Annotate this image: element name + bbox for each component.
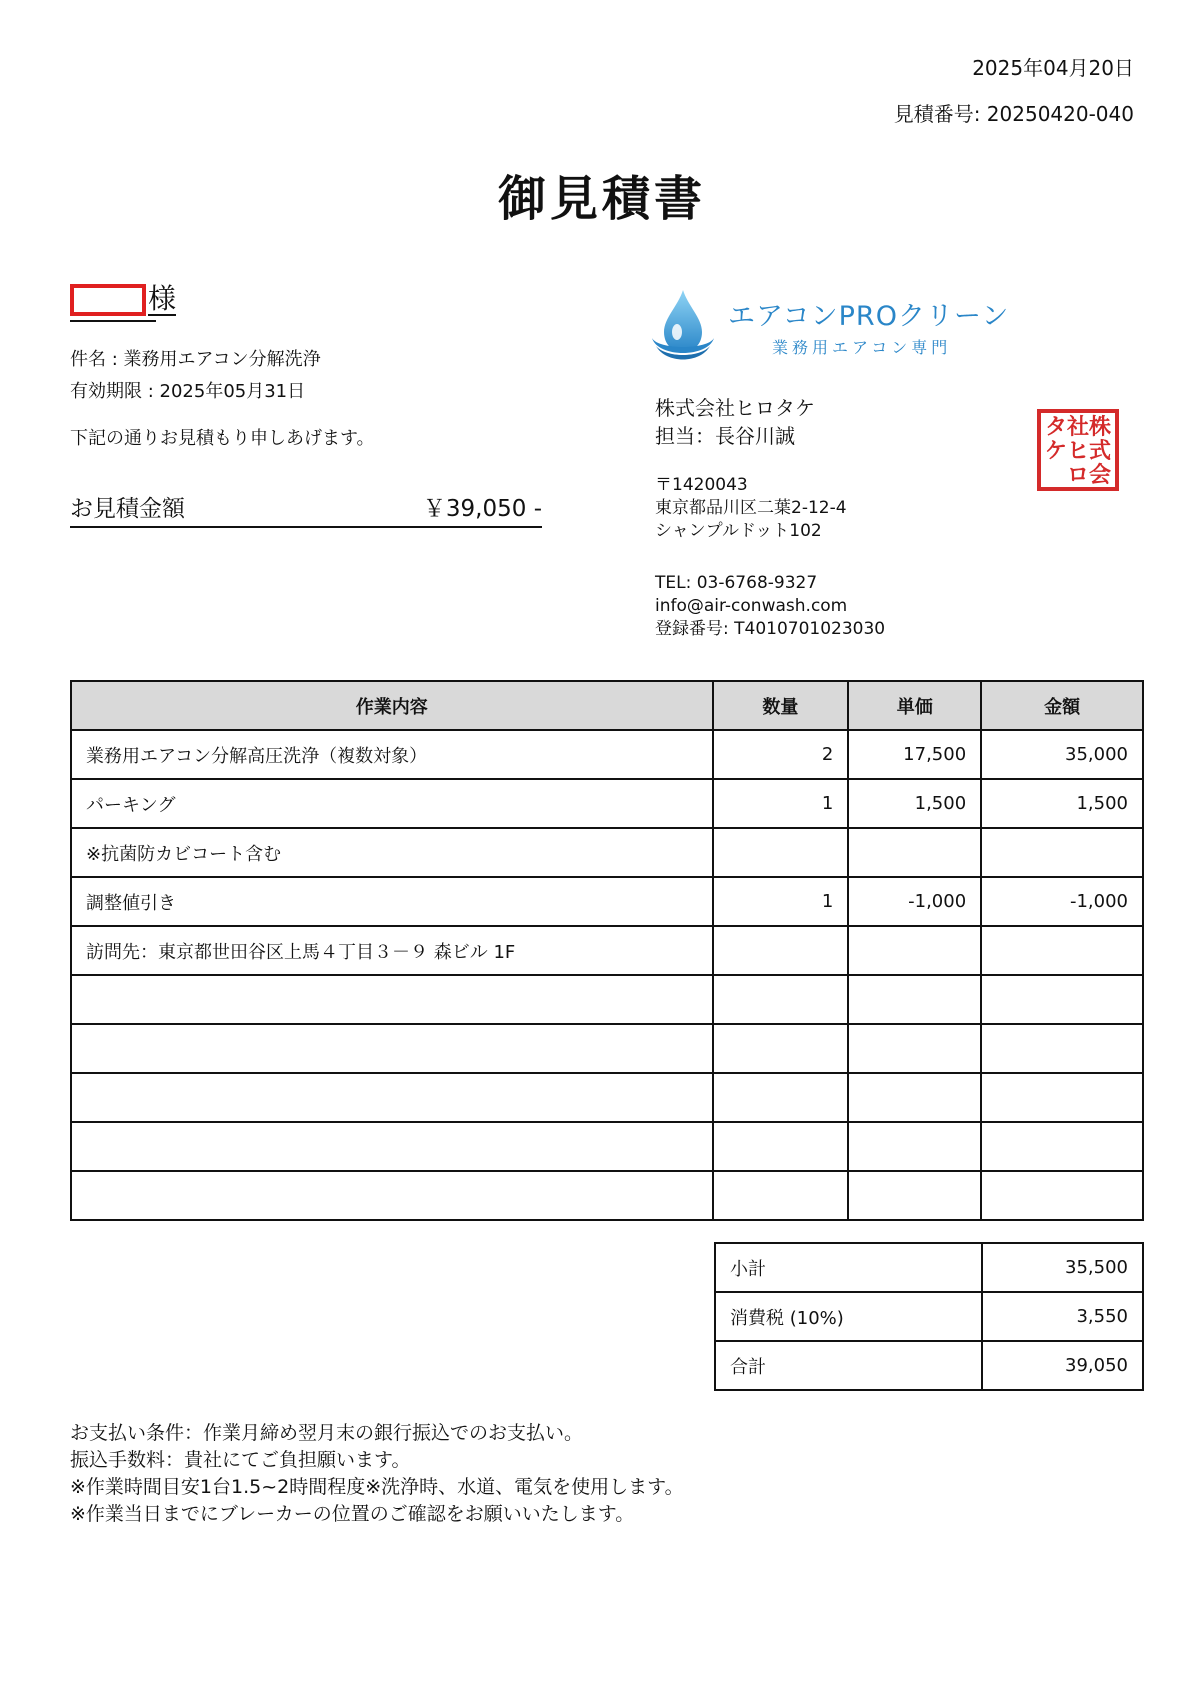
table-row bbox=[71, 1171, 1143, 1220]
company-block bbox=[655, 394, 815, 450]
seal-character: ケ bbox=[1044, 438, 1068, 464]
seal-character: 社 bbox=[1066, 414, 1090, 440]
table-row bbox=[71, 975, 1143, 1024]
table-row bbox=[71, 926, 1143, 975]
cell-amount: -1,000 bbox=[981, 877, 1143, 926]
total-row bbox=[715, 1341, 1143, 1390]
cell-unit-price bbox=[848, 1122, 981, 1171]
registration-number: 登録番号: T4010701023030 bbox=[655, 619, 886, 639]
seal-character: ロ bbox=[1066, 462, 1090, 488]
note-line: お支払い条件：作業月締め翌月末の銀行振込でのお支払い。 bbox=[70, 1422, 584, 1444]
cell-unit-price bbox=[848, 1073, 981, 1122]
cell-amount bbox=[981, 828, 1143, 877]
company-email[interactable]: info@air-conwash.com bbox=[655, 596, 848, 616]
header-description: 作業内容 bbox=[71, 681, 713, 730]
table-row bbox=[71, 1073, 1143, 1122]
cell-unit-price: 17,500 bbox=[848, 730, 981, 779]
subtotal-label: 小計 bbox=[715, 1243, 982, 1292]
company-logo bbox=[650, 288, 1009, 364]
header-amount: 金額 bbox=[981, 681, 1143, 730]
seal-character: 式 bbox=[1088, 438, 1112, 464]
cell-unit-price: -1,000 bbox=[848, 877, 981, 926]
validity-line: 有効期限 : 2025年05月31日 bbox=[70, 381, 306, 402]
document-title: 御見積書 bbox=[497, 171, 706, 227]
note-line: ※作業時間目安1台1.5~2時間程度※洗浄時、水道、電気を使用します。 bbox=[70, 1476, 684, 1498]
table-row bbox=[71, 1024, 1143, 1073]
intro-text: 下記の通りお見積もり申しあげます。 bbox=[70, 428, 375, 449]
quote-number: 見積番号: 20250420-040 bbox=[893, 102, 1134, 126]
quote-amount-label: お見積金額 bbox=[70, 495, 185, 522]
company-tel: TEL: 03-6768-9327 bbox=[655, 573, 818, 593]
totals-table bbox=[714, 1242, 1144, 1391]
header-quantity: 数量 bbox=[713, 681, 849, 730]
cell-quantity bbox=[713, 1122, 849, 1171]
cell-quantity bbox=[713, 1171, 849, 1220]
logo-sub-text: 業務用エアコン専門 bbox=[772, 338, 952, 357]
table-row bbox=[71, 828, 1143, 877]
cell-unit-price bbox=[848, 1024, 981, 1073]
table-header-row bbox=[71, 681, 1143, 730]
cell-description bbox=[71, 975, 713, 1024]
total-value: 39,050 bbox=[982, 1341, 1143, 1390]
issue-date: 2025年04月20日 bbox=[972, 56, 1134, 80]
address-line-1: 東京都品川区二葉2-12-4 bbox=[655, 498, 847, 518]
cell-description: 調整値引き bbox=[71, 877, 713, 926]
cell-unit-price bbox=[848, 926, 981, 975]
customer-honorific: 様 bbox=[148, 282, 177, 315]
tax-value: 3,550 bbox=[982, 1292, 1143, 1341]
water-drop-icon bbox=[650, 288, 716, 364]
cell-description: ※抗菌防カビコート含む bbox=[71, 828, 713, 877]
quote-amount-value: ￥39,050 - bbox=[422, 495, 542, 522]
cell-amount bbox=[981, 975, 1143, 1024]
seal-character: ヒ bbox=[1066, 438, 1090, 464]
company-name: 株式会社ヒロタケ bbox=[655, 396, 815, 420]
cell-amount bbox=[981, 1073, 1143, 1122]
table-row bbox=[71, 1122, 1143, 1171]
items-table bbox=[70, 680, 1144, 1221]
cell-amount bbox=[981, 1122, 1143, 1171]
company-address bbox=[655, 474, 847, 543]
table-row bbox=[71, 779, 1143, 828]
payment-notes bbox=[70, 1420, 684, 1528]
table-row bbox=[71, 730, 1143, 779]
logo-main-text: エアコンPROクリーン bbox=[728, 301, 1010, 332]
seal-character: タ bbox=[1044, 414, 1068, 440]
cell-amount: 1,500 bbox=[981, 779, 1143, 828]
company-contact bbox=[655, 572, 885, 641]
seal-character: 会 bbox=[1088, 462, 1112, 488]
header-unit-price: 単価 bbox=[848, 681, 981, 730]
subtotal-value: 35,500 bbox=[982, 1243, 1143, 1292]
quote-amount bbox=[70, 486, 542, 528]
cell-unit-price bbox=[848, 1171, 981, 1220]
cell-quantity: 1 bbox=[713, 877, 849, 926]
cell-description bbox=[71, 1122, 713, 1171]
customer-name bbox=[70, 284, 176, 316]
cell-description: 訪問先：東京都世田谷区上馬４丁目３－９ 森ビル 1F bbox=[71, 926, 713, 975]
cell-description bbox=[71, 1024, 713, 1073]
cell-quantity bbox=[713, 828, 849, 877]
cell-quantity bbox=[713, 1073, 849, 1122]
cell-amount bbox=[981, 1171, 1143, 1220]
note-line: 振込手数料：貴社にてご負担願います。 bbox=[70, 1449, 411, 1471]
seal-character: 株 bbox=[1088, 414, 1112, 440]
cell-quantity bbox=[713, 1024, 849, 1073]
tax-label: 消費税 (10%) bbox=[715, 1292, 982, 1341]
postal-code: 〒1420043 bbox=[655, 475, 748, 495]
cell-quantity bbox=[713, 975, 849, 1024]
cell-quantity: 2 bbox=[713, 730, 849, 779]
cell-amount bbox=[981, 1024, 1143, 1073]
cell-unit-price: 1,500 bbox=[848, 779, 981, 828]
cell-quantity bbox=[713, 926, 849, 975]
customer-underline bbox=[70, 320, 156, 322]
company-person: 担当：長谷川誠 bbox=[655, 424, 795, 448]
cell-description bbox=[71, 1073, 713, 1122]
redacted-name-box bbox=[70, 284, 146, 316]
cell-quantity: 1 bbox=[713, 779, 849, 828]
cell-description bbox=[71, 1171, 713, 1220]
cell-unit-price bbox=[848, 828, 981, 877]
company-seal-icon bbox=[1036, 408, 1120, 492]
address-line-2: シャンプルドット102 bbox=[655, 521, 822, 541]
cell-amount bbox=[981, 926, 1143, 975]
cell-description: 業務用エアコン分解高圧洗浄（複数対象） bbox=[71, 730, 713, 779]
subject-line: 件名 : 業務用エアコン分解洗浄 bbox=[70, 349, 321, 370]
subtotal-row bbox=[715, 1243, 1143, 1292]
tax-row bbox=[715, 1292, 1143, 1341]
total-label: 合計 bbox=[715, 1341, 982, 1390]
cell-unit-price bbox=[848, 975, 981, 1024]
cell-amount: 35,000 bbox=[981, 730, 1143, 779]
cell-description: パーキング bbox=[71, 779, 713, 828]
table-row bbox=[71, 877, 1143, 926]
note-line: ※作業当日までにブレーカーの位置のご確認をお願いいたします。 bbox=[70, 1503, 635, 1525]
